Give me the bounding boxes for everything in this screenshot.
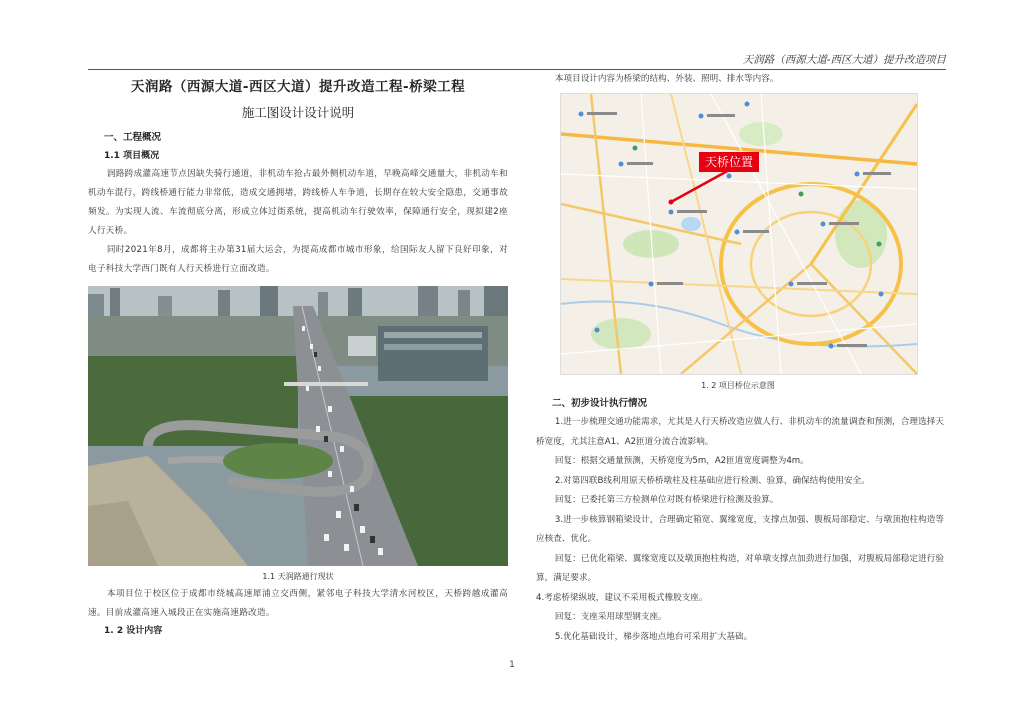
page-number: 1 — [509, 660, 515, 670]
paragraph-project-overview: 润路跨成灌高速节点因缺失骑行通道，非机动车抢占最外侧机动车道，早晚高峰交通量大，非机动车和机动车混行，跨线桥通行能力非常低，造成交通拥堵，跨线桥人车争道，长期存在较大安全隐患，交通事故频发。为实现人流、车流彻底分离，形成立体过街系统，提高机动车行驶效率，保障通行安全，现拟建2座人行天桥。 — [88, 169, 508, 236]
left-column — [88, 76, 508, 637]
review-reply: 回复：根据交通量预测，天桥宽度为5m，A2匝道宽度调整为4m。 — [554, 456, 809, 466]
review-reply: 回复：支座采用球型钢支座。 — [554, 612, 667, 622]
paragraph-location: 本项目位于校区位于成都市绕城高速犀浦立交西侧，紧邻电子科技大学清水河校区，天桥跨越成灌高速。目前成灌高速入城段正在实施高速路改造。 — [88, 589, 508, 618]
subsection-heading-1-1: 1.1 项目概况 — [104, 151, 160, 161]
review-item: 2.对第四联B线利用原天桥桥墩柱及柱基础应进行检测、验算，确保结构使用安全。 — [554, 475, 870, 486]
bridge-location-label: 天桥位置 — [699, 152, 759, 172]
right-column — [536, 72, 944, 647]
running-header: 天润路（西源大道-西区大道）提升改造项目 — [742, 54, 946, 66]
section-heading-2: 二、初步设计执行情况 — [552, 398, 648, 409]
subsection-heading-1-2: 1. 2 设计内容 — [104, 626, 163, 636]
review-reply: 回复：已委托第三方检测单位对既有桥梁进行检测及验算。 — [554, 495, 779, 505]
document-title: 天润路（西源大道-西区大道）提升改造工程-桥梁工程 — [130, 79, 466, 95]
section-heading-1: 一、工程概况 — [104, 132, 162, 143]
paragraph-design-scope: 本项目设计内容为桥梁的结构、外装、照明、排水等内容。 — [554, 74, 779, 84]
review-item: 1.进一步梳理交通功能需求，尤其是人行天桥改造应做人行、非机动车的流量调查和预测，合理选择天桥宽度，尤其注意A1、A2匝道分流合流影响。 — [536, 417, 944, 447]
review-item: 4.考虑桥梁纵坡，建议不采用板式橡胶支座。 — [536, 592, 708, 603]
photo-caption: 1.1 天润路通行现状 — [262, 572, 334, 581]
header-rule — [88, 69, 946, 70]
map-caption: 1. 2 项目桥位示意图 — [701, 381, 775, 390]
location-map — [560, 93, 918, 375]
road-aerial-photo — [88, 286, 508, 566]
review-item: 3.进一步核算钢箱梁设计，合理确定箱宽、翼缘宽度，支撑点加强、腹板局部稳定、与墩顶抱柱构造等应核查、优化。 — [536, 514, 944, 544]
document-subtitle: 施工图设计设计说明 — [241, 105, 355, 120]
paragraph-universiade: 同时2021年8月，成都将主办第31届大运会，为提高成都市城市形象，给国际友人留下良好印象，对电子科技大学西门既有人行天桥进行立面改造。 — [88, 245, 508, 274]
review-reply: 回复：已优化箱梁、翼缘宽度以及墩顶抱柱构造，对单墩支撑点加劲进行加强，对腹板局部稳定进行验算，满足要求。 — [536, 553, 944, 583]
review-item: 5.优化基础设计，梯步落地点地台可采用扩大基础。 — [554, 631, 753, 642]
